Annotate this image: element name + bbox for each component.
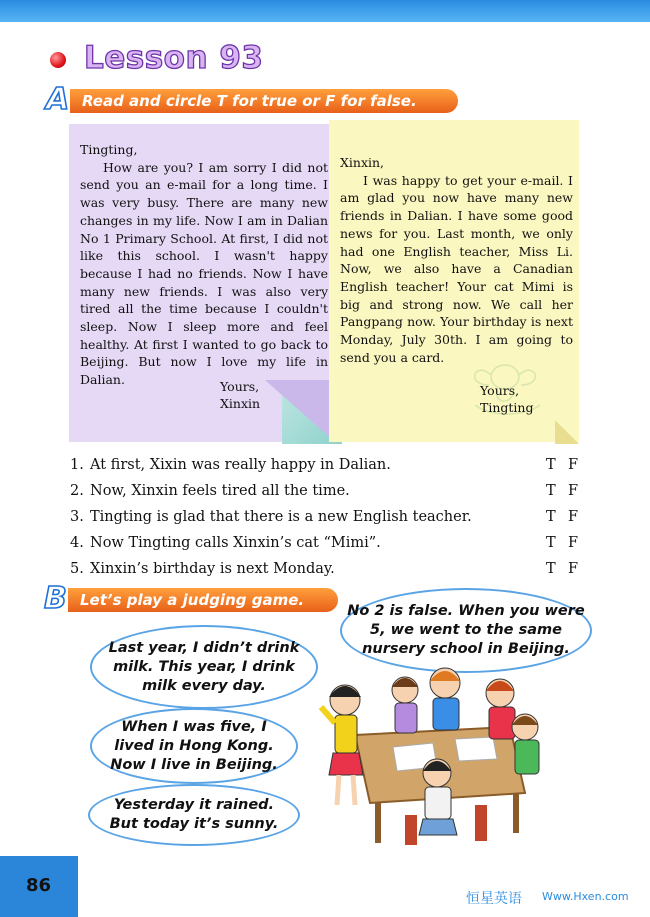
question-list xyxy=(70,452,585,582)
speech-bubble-text: When I was five, I lived in Hong Kong. Now I live in Beijing. xyxy=(110,718,278,773)
speech-bubble-left-1 xyxy=(90,625,318,709)
letter-right-text xyxy=(340,154,573,366)
false-option[interactable]: F xyxy=(568,457,579,473)
children-table-illustration xyxy=(315,655,545,855)
lesson-bullet-icon xyxy=(50,52,66,68)
speech-bubble-text: Last year, I didn’t drink milk. This year, I drink milk every day. xyxy=(108,639,300,694)
footer-url[interactable]: Www.Hxen.com xyxy=(542,890,629,903)
question-text: Xinxin’s birthday is next Monday. xyxy=(90,561,335,577)
section-b-instruction: Let’s play a judging game. xyxy=(80,591,305,609)
true-option[interactable]: T xyxy=(546,483,556,499)
letter-right-body: I was happy to get your e-mail. I am glad you now have many new friends in Dalian. I have some good news for you. Last month, we only had one English teacher, Miss Li. Now, we also have a Canadian English teacher! Your cat Mimi is big and strong now. We call her Pangpang now. Your birthday is next Monday, July 30th. I am going to send you a card. xyxy=(340,172,573,365)
letter-left-fold xyxy=(265,380,335,442)
question-row xyxy=(70,530,585,556)
false-option[interactable]: F xyxy=(568,483,579,499)
question-text: Now, Xinxin feels tired all the time. xyxy=(90,483,350,499)
question-number: 5. xyxy=(70,561,84,577)
question-number: 1. xyxy=(70,457,84,473)
section-a-letter: A xyxy=(46,82,70,117)
lesson-title: Lesson 93 xyxy=(84,40,264,76)
question-number: 2. xyxy=(70,483,84,499)
false-option[interactable]: F xyxy=(568,561,579,577)
question-row xyxy=(70,556,585,582)
speech-bubble-text: No 2 is false. When you were 5, we went to the same nursery school in Beijing. xyxy=(347,603,585,657)
letter-left-greeting: Tingting, xyxy=(80,142,138,157)
question-number: 3. xyxy=(70,509,84,525)
true-option[interactable]: T xyxy=(546,535,556,551)
question-row xyxy=(70,478,585,504)
letter-left-body: How are you? I am sorry I did not send you an e-mail for a long time. I was very busy. There are many new changes in my life. Now I am in Dalian No 1 Primary School. At first, I did not like this school. I wasn't happy because I had no friends. Now I have many new friends. I was also very tired all the time because I couldn't sleep. Now I sleep more and feel healthy. At first I wanted to go back to Beijing. But now I love my life in Dalian. xyxy=(80,159,328,388)
question-row xyxy=(70,452,585,478)
question-number: 4. xyxy=(70,535,84,551)
page-number: 86 xyxy=(26,875,52,896)
true-option[interactable]: T xyxy=(546,509,556,525)
footer-brand[interactable]: 恒星英语 xyxy=(466,891,522,907)
question-row xyxy=(70,504,585,530)
question-text: Now Tingting calls Xinxin’s cat “Mimi”. xyxy=(90,535,381,551)
speech-bubble-text: Yesterday it rained. But today it’s sunny. xyxy=(109,797,279,832)
letter-right-greeting: Xinxin, xyxy=(340,155,385,170)
letter-left-text xyxy=(80,141,328,389)
letter-right-closing xyxy=(480,382,533,416)
section-a-instruction: Read and circle T for true or F for false. xyxy=(82,92,417,110)
speech-bubble-left-2 xyxy=(90,708,298,784)
letter-left-closing xyxy=(220,378,260,412)
letter-left-signature: Xinxin xyxy=(220,396,261,411)
true-option[interactable]: T xyxy=(546,457,556,473)
letter-left-closing-text: Yours, xyxy=(220,379,260,394)
speech-bubble-left-3 xyxy=(88,784,300,846)
question-text: At first, Xixin was really happy in Dalian. xyxy=(90,457,391,473)
letter-right-closing-text: Yours, xyxy=(480,383,520,398)
true-option[interactable]: T xyxy=(546,561,556,577)
section-b-letter: B xyxy=(44,581,67,616)
letter-right-signature: Tingting xyxy=(480,400,534,415)
false-option[interactable]: F xyxy=(568,509,579,525)
top-bar xyxy=(0,0,650,22)
false-option[interactable]: F xyxy=(568,535,579,551)
question-text: Tingting is glad that there is a new English teacher. xyxy=(90,509,472,525)
